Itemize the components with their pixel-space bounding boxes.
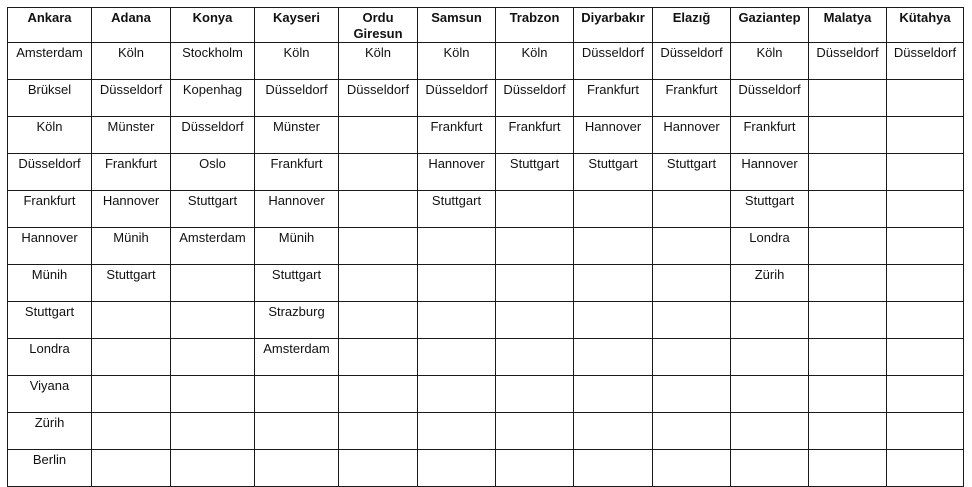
table-cell: Münster (255, 117, 339, 154)
table-cell (171, 413, 255, 450)
table-cell: Hannover (418, 154, 496, 191)
table-cell: Münster (92, 117, 171, 154)
table-cell: Stuttgart (653, 154, 731, 191)
table-cell: Hannover (255, 191, 339, 228)
table-cell (496, 265, 574, 302)
table-cell (887, 265, 964, 302)
table-header (8, 8, 964, 43)
table-cell (809, 191, 887, 228)
table-cell (653, 339, 731, 376)
table-cell (574, 265, 653, 302)
table-cell (255, 376, 339, 413)
table-cell (339, 228, 418, 265)
table-cell: Köln (92, 43, 171, 80)
table-cell: Stuttgart (171, 191, 255, 228)
table-cell: Zürih (8, 413, 92, 450)
table-cell (496, 191, 574, 228)
table-cell (731, 376, 809, 413)
table-cell: Stuttgart (496, 154, 574, 191)
table-cell (171, 339, 255, 376)
table-cell (653, 302, 731, 339)
table-cell (171, 376, 255, 413)
table-row (8, 339, 964, 376)
table-body (8, 43, 964, 487)
table-cell: Hannover (653, 117, 731, 154)
table-cell (574, 191, 653, 228)
table-cell (653, 228, 731, 265)
table-cell: Berlin (8, 450, 92, 487)
table-cell (574, 228, 653, 265)
table-cell (339, 117, 418, 154)
table-cell (887, 450, 964, 487)
table-cell (171, 450, 255, 487)
table-cell: Stuttgart (8, 302, 92, 339)
column-header: Kayseri (255, 8, 339, 43)
table-cell: Düsseldorf (496, 80, 574, 117)
table-cell: Köln (255, 43, 339, 80)
table-cell: Oslo (171, 154, 255, 191)
table-cell (809, 413, 887, 450)
table-cell: Hannover (8, 228, 92, 265)
table-cell: Amsterdam (171, 228, 255, 265)
table-cell (887, 191, 964, 228)
table-cell: Münih (8, 265, 92, 302)
table-cell (496, 228, 574, 265)
table-cell: Düsseldorf (418, 80, 496, 117)
table-cell: Düsseldorf (731, 80, 809, 117)
table-cell: Köln (731, 43, 809, 80)
table-cell (92, 302, 171, 339)
table-cell: Düsseldorf (653, 43, 731, 80)
table-cell: Düsseldorf (339, 80, 418, 117)
column-header: Samsun (418, 8, 496, 43)
city-destination-table (7, 7, 964, 487)
table-row (8, 376, 964, 413)
table-cell (339, 413, 418, 450)
table-cell (809, 339, 887, 376)
table-cell: Stockholm (171, 43, 255, 80)
table-cell (339, 339, 418, 376)
column-header: Diyarbakır (574, 8, 653, 43)
table-cell: Stuttgart (255, 265, 339, 302)
table-cell: Frankfurt (653, 80, 731, 117)
table-cell (887, 228, 964, 265)
table-cell (653, 376, 731, 413)
table-cell (339, 376, 418, 413)
table-cell (171, 302, 255, 339)
column-header: Elazığ (653, 8, 731, 43)
table-cell (887, 413, 964, 450)
table-cell (887, 154, 964, 191)
table-cell: Münih (92, 228, 171, 265)
table-cell (653, 413, 731, 450)
table-cell (731, 450, 809, 487)
column-header: Kütahya (887, 8, 964, 43)
table-cell (255, 413, 339, 450)
table-row (8, 117, 964, 154)
table-cell (255, 450, 339, 487)
table-cell (418, 376, 496, 413)
table-cell: Düsseldorf (92, 80, 171, 117)
table-row (8, 80, 964, 117)
table-cell (92, 413, 171, 450)
table-cell (496, 302, 574, 339)
table-cell: Münih (255, 228, 339, 265)
table-cell: Hannover (574, 117, 653, 154)
table-cell (418, 339, 496, 376)
table-cell: Londra (8, 339, 92, 376)
table-cell (887, 302, 964, 339)
table-cell (574, 413, 653, 450)
table-cell (653, 450, 731, 487)
table-cell (809, 450, 887, 487)
table-cell (809, 302, 887, 339)
table-row (8, 450, 964, 487)
table-cell: Stuttgart (574, 154, 653, 191)
table-row (8, 154, 964, 191)
table-cell: Düsseldorf (574, 43, 653, 80)
table-cell (887, 80, 964, 117)
table-cell (496, 376, 574, 413)
table-cell: Frankfurt (92, 154, 171, 191)
table-cell: Hannover (731, 154, 809, 191)
table-cell: Düsseldorf (8, 154, 92, 191)
table-cell: Frankfurt (418, 117, 496, 154)
table-cell (574, 376, 653, 413)
table-cell: Stuttgart (92, 265, 171, 302)
column-header: Konya (171, 8, 255, 43)
table-cell (496, 413, 574, 450)
table-cell: Düsseldorf (887, 43, 964, 80)
table-cell (809, 228, 887, 265)
table-cell (496, 450, 574, 487)
table-cell: Düsseldorf (171, 117, 255, 154)
table-cell: Brüksel (8, 80, 92, 117)
column-header: Gaziantep (731, 8, 809, 43)
table-cell: Frankfurt (731, 117, 809, 154)
table-cell (887, 339, 964, 376)
table-cell (418, 450, 496, 487)
column-header: Trabzon (496, 8, 574, 43)
table-cell (809, 80, 887, 117)
table-cell (887, 376, 964, 413)
table-cell: Stuttgart (418, 191, 496, 228)
table-cell (731, 302, 809, 339)
table-cell (653, 265, 731, 302)
header-row (8, 8, 964, 43)
table-cell: Düsseldorf (809, 43, 887, 80)
table-cell (92, 339, 171, 376)
table-row (8, 43, 964, 80)
table-cell (339, 265, 418, 302)
table-cell (887, 117, 964, 154)
table-cell (809, 154, 887, 191)
table-cell (418, 228, 496, 265)
table-row (8, 191, 964, 228)
table-cell: Frankfurt (255, 154, 339, 191)
table-cell: Hannover (92, 191, 171, 228)
table-row (8, 413, 964, 450)
column-header: Adana (92, 8, 171, 43)
table-cell: Amsterdam (255, 339, 339, 376)
table-cell (171, 265, 255, 302)
column-header: Ordu Giresun (339, 8, 418, 43)
table-cell (809, 117, 887, 154)
table-cell (731, 413, 809, 450)
table-cell: Köln (418, 43, 496, 80)
table-cell: Zürih (731, 265, 809, 302)
table-cell (339, 450, 418, 487)
table-cell (496, 339, 574, 376)
table-cell: Düsseldorf (255, 80, 339, 117)
table-cell: Stuttgart (731, 191, 809, 228)
table-cell (418, 302, 496, 339)
table-cell: Frankfurt (574, 80, 653, 117)
table-cell (574, 302, 653, 339)
column-header: Ankara (8, 8, 92, 43)
table-cell (418, 413, 496, 450)
table-row (8, 302, 964, 339)
table-cell: Strazburg (255, 302, 339, 339)
table-cell (339, 191, 418, 228)
table-cell (339, 302, 418, 339)
table-cell: Kopenhag (171, 80, 255, 117)
table-cell (92, 376, 171, 413)
table-cell: Amsterdam (8, 43, 92, 80)
table-cell (809, 265, 887, 302)
table-cell: Londra (731, 228, 809, 265)
table-cell: Köln (496, 43, 574, 80)
table-row (8, 228, 964, 265)
table-row (8, 265, 964, 302)
column-header: Malatya (809, 8, 887, 43)
table-cell (574, 339, 653, 376)
table-cell (92, 450, 171, 487)
table-cell: Frankfurt (496, 117, 574, 154)
table-cell: Köln (8, 117, 92, 154)
table-cell (339, 154, 418, 191)
table-cell: Viyana (8, 376, 92, 413)
table-cell: Frankfurt (8, 191, 92, 228)
table-cell (418, 265, 496, 302)
table-cell: Köln (339, 43, 418, 80)
table-cell (809, 376, 887, 413)
table-cell (574, 450, 653, 487)
table-cell (653, 191, 731, 228)
table-cell (731, 339, 809, 376)
